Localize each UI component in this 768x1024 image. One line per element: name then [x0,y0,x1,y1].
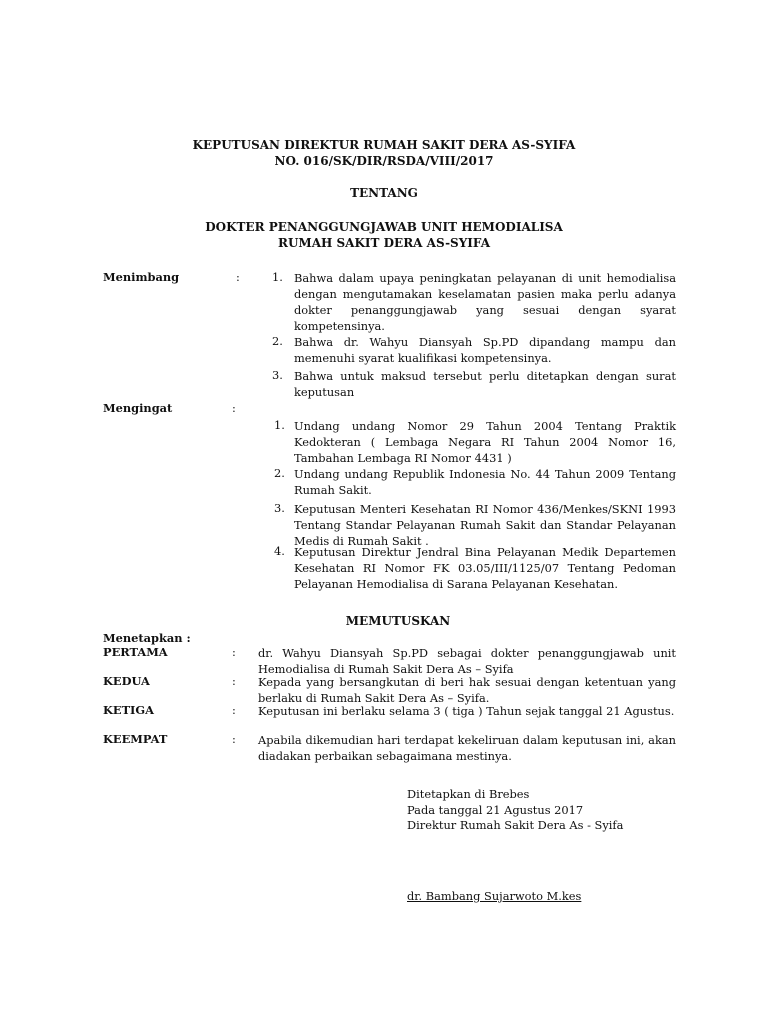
kedua-label: KEDUA [103,674,150,688]
mengingat-colon: : [232,401,236,415]
keempat-label: KEEMPAT [103,732,168,746]
signature-title: Direktur Rumah Sakit Dera As - Syifa [407,818,624,832]
menimbang-item-3-text: Bahwa untuk maksud tersebut perlu ditetapkan dengan surat keputusan [294,369,676,399]
pertama-colon: : [232,645,236,659]
signature-date: Pada tanggal 21 Agustus 2017 [407,803,584,817]
keempat-colon: : [232,732,236,746]
keempat-text: Apabila dikemudian hari terdapat kekeliruan dalam keputusan ini, akan diadakan perbaikan sebagaimana mestinya. [258,733,676,763]
menimbang-item-2-text: Bahwa dr. Wahyu Diansyah Sp.PD dipandang mampu dan memenuhi syarat kualifikasi kompetensinya. [294,335,676,365]
mengingat-item-4-number: 4. [274,544,285,558]
pertama-text: dr. Wahyu Diansyah Sp.PD sebagai dokter penanggungjawab unit Hemodialisa di Rumah Sakit Dera As – Syifa [258,646,676,676]
menetapkan-label: Menetapkan : [103,631,191,645]
signature-place: Ditetapkan di Brebes [407,787,530,801]
kedua-colon: : [232,674,236,688]
menimbang-item-2-number: 2. [272,334,283,348]
mengingat-item-1-text: Undang undang Nomor 29 Tahun 2004 Tentang Praktik Kedokteran ( Lembaga Negara RI Tahun 2004 Nomor 16, Tambahan Lembaga RI Nomor 4431 ) [294,419,676,465]
tentang-heading: TENTANG [350,186,418,200]
menimbang-colon: : [236,270,240,284]
menimbang-label: Menimbang [103,270,180,284]
mengingat-item-2-text: Undang undang Republik Indonesia No. 44 Tahun 2009 Tentang Rumah Sakit. [294,467,676,497]
ketiga-label: KETIGA [103,703,154,717]
decree-title: KEPUTUSAN DIREKTUR RUMAH SAKIT DERA AS-SYIFA [192,138,576,152]
pertama-label: PERTAMA [103,645,168,659]
mengingat-label: Mengingat [103,401,173,415]
menimbang-item-1-number: 1. [272,270,283,284]
decree-number: NO. 016/SK/DIR/RSDA/VIII/2017 [274,154,494,168]
subject-line-2: RUMAH SAKIT DERA AS-SYIFA [277,236,491,250]
mengingat-item-4-text: Keputusan Direktur Jendral Bina Pelayanan Medik Departemen Kesehatan RI Nomor FK 03.05/III/1125/07 Tentang Pedoman Pelayanan Hemodialisa di Sarana Pelayanan Kesehatan. [294,545,676,591]
mengingat-item-3-number: 3. [274,501,285,515]
signatory-name: dr. Bambang Sujarwoto M.kes [407,889,582,903]
ketiga-text: Keputusan ini berlaku selama 3 ( tiga ) Tahun sejak tanggal 21 Agustus. [258,704,675,718]
mengingat-item-3-text: Keputusan Menteri Kesehatan RI Nomor 436/Menkes/SKNI 1993 Tentang Standar Pelayanan Rumah Sakit dan Standar Pelayanan Medis di Rumah Sakit . [294,502,676,548]
ketiga-colon: : [232,703,236,717]
mengingat-item-1-number: 1. [274,418,285,432]
menimbang-item-1-text: Bahwa dalam upaya peningkatan pelayanan di unit hemodialisa dengan mengutamakan keselamatan pasien maka perlu adanya dokter penanggungjawab yang sesuai dengan syarat kompetensinya. [294,271,676,333]
menimbang-item-3-number: 3. [272,368,283,382]
subject-line-1: DOKTER PENANGGUNGJAWAB UNIT HEMODIALISA [205,220,563,234]
mengingat-item-2-number: 2. [274,466,285,480]
memutuskan-heading: MEMUTUSKAN [345,614,451,628]
kedua-text: Kepada yang bersangkutan di beri hak sesuai dengan ketentuan yang berlaku di Rumah Sakit Dera As – Syifa. [258,675,676,705]
